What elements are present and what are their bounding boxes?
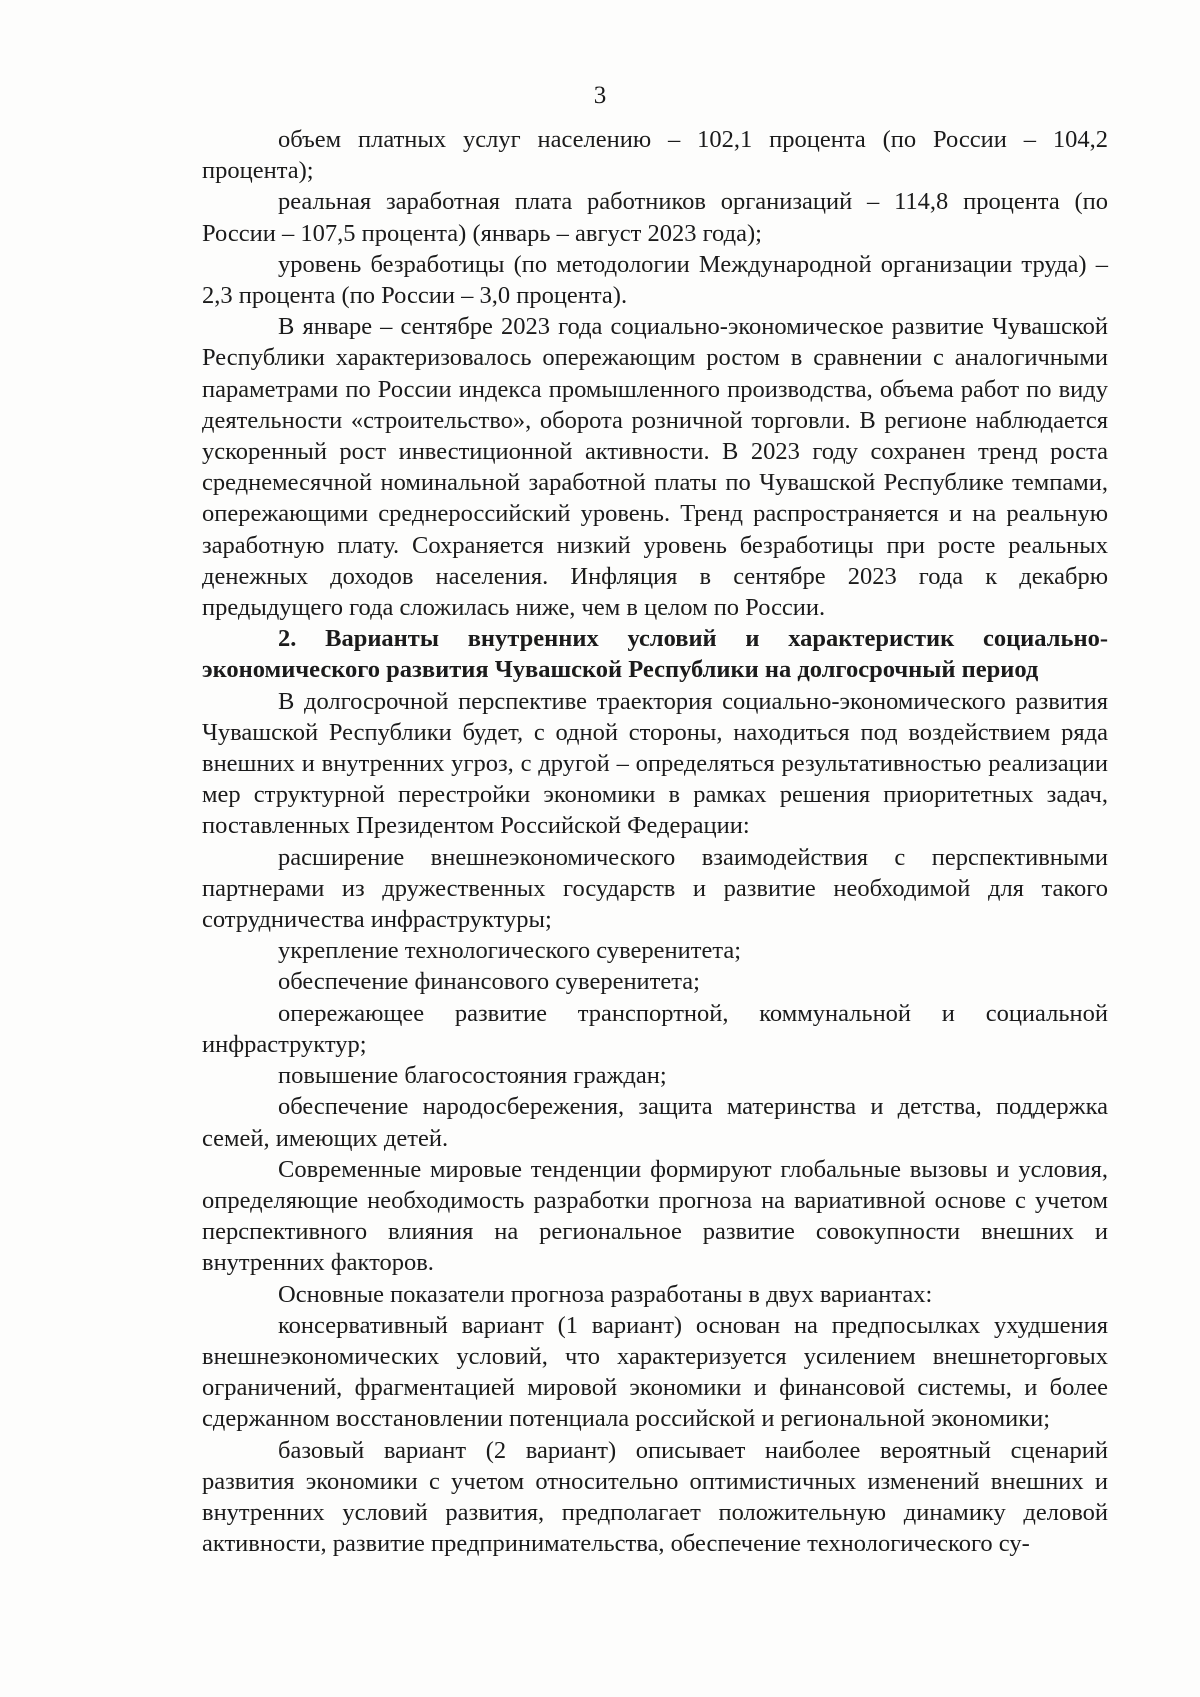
document-body: [202, 124, 1108, 1559]
paragraph-conservative-variant: консервативный вариант (1 вариант) основан на предпосылках ухудшения внешнеэкономических условий, что характеризуется усилением внешнеторговых ограничений, фрагментацией мировой экономики и финансовой системы, и более сдержанном восстановлении потенциала российской и региональной экономики;: [202, 1311, 1108, 1433]
paragraph-long-term-outlook: В долгосрочной перспективе траектория социально-экономического развития Чувашской Республики будет, с одной стороны, находиться под воздействием ряда внешних и внутренних угроз, с другой – определяться результативностью реализации мер структурной перестройки экономики в рамках решения приоритетных задач, поставленных Президентом Российской Федерации:: [202, 687, 1108, 840]
list-item-family-support: обеспечение народосбережения, защита материнства и детства, поддержка семей, имеющих детей.: [202, 1093, 1108, 1152]
paragraph-paid-services: объем платных услуг населению – 102,1 процента (по России – 104,2 процента);: [202, 126, 1108, 185]
paragraph-real-wages: реальная заработная плата работников организаций – 114,8 процента (по России – 107,5 процента) (январь – август 2023 года);: [202, 188, 1108, 247]
paragraph-summary-2023: В январе – сентябре 2023 года социально-экономическое развитие Чувашской Республики характеризовалось опережающим ростом в сравнении с аналогичными параметрами по России индекса промышленного производства, объема работ по виду деятельности «строительство», оборота розничной торговли. В регионе наблюдается ускоренный рост инвестиционной активности. В 2023 году сохранен тренд роста среднемесячной номинальной заработной платы по Чувашской Республике темпами, опережающими среднероссийский уровень. Тренд распространяется и на реальную заработную плату. Сохраняется низкий уровень безработицы при росте реальных денежных доходов населения. Инфляция в сентябре 2023 года к декабрю предыдущего года сложилась ниже, чем в целом по России.: [202, 313, 1108, 622]
page-number: 3: [593, 82, 607, 109]
list-item-infrastructure: опережающее развитие транспортной, коммунальной и социальной инфраструктур;: [202, 999, 1108, 1058]
list-item-foreign-cooperation: расширение внешнеэкономического взаимодействия с перспективными партнерами из дружественных государств и развитие необходимой для такого сотрудничества инфраструктуры;: [202, 843, 1108, 934]
list-item-tech-sovereignty: укрепление технологического суверенитета;: [278, 937, 742, 965]
paragraph-base-variant: базовый вариант (2 вариант) описывает наиболее вероятный сценарий развития экономики с учетом относительно оптимистичных изменений внешних и внутренних условий развития, предполагает положительную динамику деловой активности, развитие предпринимательства, обеспечение технологического су-: [202, 1436, 1108, 1558]
list-item-welfare: повышение благосостояния граждан;: [278, 1062, 667, 1090]
section-2-heading: 2. Варианты внутренних условий и характеристик социально-экономического развития Чувашской Республики на долгосрочный период: [202, 625, 1108, 684]
list-item-financial-sovereignty: обеспечение финансового суверенитета;: [278, 968, 700, 996]
paragraph-global-trends: Современные мировые тенденции формируют глобальные вызовы и условия, определяющие необходимость разработки прогноза на вариативной основе с учетом перспективного влияния на региональное развитие совокупности внешних и внутренних факторов.: [202, 1155, 1108, 1277]
paragraph-unemployment: уровень безработицы (по методологии Международной организации труда) – 2,3 процента (по России – 3,0 процента).: [202, 250, 1108, 310]
paragraph-forecast-variants: Основные показатели прогноза разработаны в двух вариантах:: [278, 1280, 933, 1308]
